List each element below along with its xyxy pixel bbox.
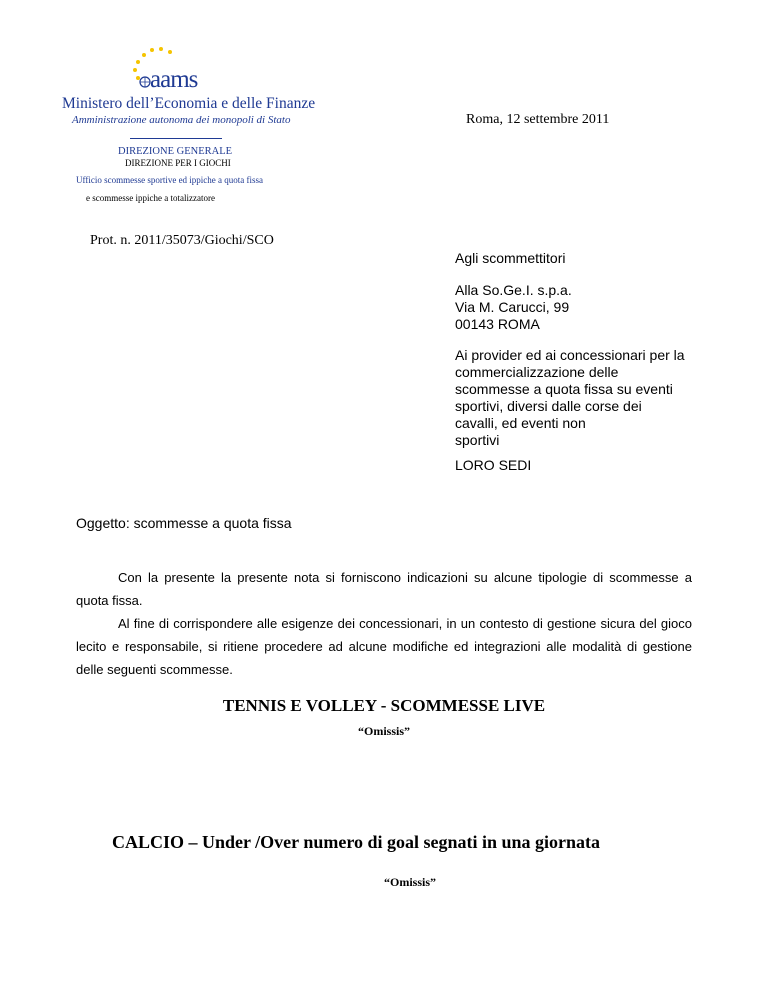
recipient-line: scommesse a quota fissa su eventi (455, 381, 673, 397)
office-line-2: e scommesse ippiche a totalizzatore (86, 193, 215, 203)
recipient-line: LORO SEDI (455, 457, 532, 473)
section-title-tennis: TENNIS E VOLLEY - SCOMMESSE LIVE (222, 696, 546, 715)
protocol-number: Prot. n. 2011/35073/Giochi/SCO (90, 233, 274, 248)
recipient-block-4 (455, 457, 531, 474)
subject-line: Oggetto: scommesse a quota fissa (76, 515, 292, 531)
office-line-1: Ufficio scommesse sportive ed ippiche a quota fissa (76, 175, 264, 185)
agency-name: Amministrazione autonoma dei monopoli di Stato (72, 114, 291, 126)
recipient-block-2 (455, 282, 572, 333)
logo-text: aams (150, 66, 198, 93)
recipient-line: 00143 ROMA (455, 316, 540, 332)
recipient-line: cavalli, ed eventi non (455, 415, 586, 431)
section-note-tennis: “Omissis” (357, 724, 410, 738)
recipient-block-3 (455, 347, 685, 449)
games-direction-label: DIREZIONE PER I GIOCHI (125, 158, 231, 168)
paragraph-2: Al fine di corrispondere alle esigenze dei concessionari, in un contesto di gestione sicura del gioco lecito e responsabile, si ritiene procedere ad alcune modifiche ed integrazioni alle modalità di gestione delle seguenti scommesse. (76, 616, 692, 677)
recipient-block-1 (455, 250, 565, 267)
letter-date: Roma, 12 settembre 2011 (466, 112, 610, 127)
header-divider (130, 138, 222, 139)
recipient-line: sportivi, diversi dalle corse dei (455, 398, 642, 414)
recipient-line: Via M. Carucci, 99 (455, 299, 570, 315)
body-paragraphs (76, 566, 692, 681)
recipient-line: sportivi (455, 432, 500, 448)
paragraph-1: Con la presente la presente nota si forniscono indicazioni su alcune tipologie di scommesse a quota fissa. (76, 570, 692, 608)
direction-label: DIREZIONE GENERALE (118, 146, 233, 157)
recipient-line: Agli scommettitori (455, 250, 566, 266)
section-title-calcio: CALCIO – Under /Over numero di goal segnati in una giornata (112, 832, 601, 852)
section-note-calcio: “Omissis” (384, 875, 437, 889)
recipient-line: commercializzazione delle (455, 364, 619, 380)
recipient-line: Alla So.Ge.I. s.p.a. (455, 282, 572, 298)
ministry-name: Ministero dell’Economia e delle Finanze (62, 95, 316, 112)
recipient-line: Ai provider ed ai concessionari per la (455, 347, 685, 363)
